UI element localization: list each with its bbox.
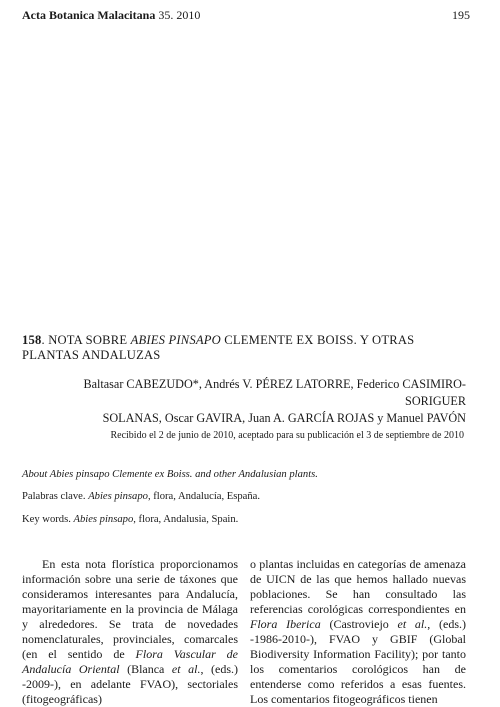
authors-line-1: Baltasar CABEZUDO*, Andrés V. PÉREZ LATORRE, Federico CASIMIRO-SORIGUER <box>83 377 466 408</box>
running-header <box>22 8 200 23</box>
body-column-right <box>250 557 466 707</box>
body-right-text-1: o plantas incluidas en categorías de amenaza de UICN de las que hemos hallado nuevas poblaciones. Se han consultado las referencias corológicas correspondientes en <box>250 557 466 616</box>
keywords-spanish <box>22 491 260 502</box>
keywords-es-species: Abies pinsapo <box>88 491 148 502</box>
body-left-text-1: En esta nota florística proporcionamos información sobre una serie de táxones que consideramos interesantes para Andalucía, mayoritariamente en la provincia de Málaga y alrededores. Se trata de novedades nomenclaturales, provinciales, comarcales (en el sentido de <box>22 557 238 661</box>
authors-line-2: SOLANAS, Oscar GAVIRA, Juan A. GARCÍA ROJAS y Manuel PAVÓN <box>102 411 466 425</box>
body-left-text-3: , (eds.) -2009-), en adelante FVAO), sectoriales (fitogeográficas) <box>22 662 238 706</box>
body-paragraph-continued <box>250 557 466 707</box>
keywords-en-label: Key words. <box>22 514 74 525</box>
keywords-english <box>22 514 238 525</box>
body-right-italic-2: et al. <box>397 617 428 631</box>
body-column-left <box>22 557 238 707</box>
author-list <box>40 376 466 427</box>
body-right-text-3: , (eds.) -1986-2010-), FVAO y GBIF (Global Biodiversity Information Facility); por tanto los comentarios corológicos han de entenderse como referidos a esas fuentes. Los comentarios fitogeográficos tienen <box>250 617 466 706</box>
body-left-italic-2: et al. <box>171 662 201 676</box>
title-species: ABIES PINSAPO <box>130 333 221 347</box>
body-right-text-2: (Castroviejo <box>320 617 398 631</box>
keywords-en-rest: , flora, Andalusia, Spain. <box>133 514 239 525</box>
body-right-italic-1: Flora Iberica <box>250 617 321 631</box>
note-number: 158 <box>22 333 42 347</box>
body-left-text-2: (Blanca <box>119 662 172 676</box>
title-text-b: CLEMENTE EX BOISS. Y OTRAS PLANTAS ANDALUZAS <box>22 333 415 362</box>
body-paragraph <box>22 557 238 707</box>
journal-name: Acta Botanica Malacitana <box>22 8 156 22</box>
keywords-en-species: Abies pinsapo <box>73 514 134 525</box>
page-number: 195 <box>452 8 470 22</box>
english-title: About Abies pinsapo Clemente ex Boiss. and other Andalusian plants. <box>22 469 318 480</box>
body-left-italic-1: Flora Vascular de Andalucía Oriental <box>22 647 238 676</box>
keywords-es-rest: , flora, Andalucía, España. <box>147 491 261 502</box>
keywords-es-label: Palabras clave. <box>22 491 89 502</box>
volume-year: 35. 2010 <box>158 8 201 22</box>
title-text-a: . NOTA SOBRE <box>41 333 131 347</box>
article-title <box>22 333 470 363</box>
received-date: Recibido el 2 de junio de 2010, aceptado para su publicación el 3 de septiembre de 2010 <box>110 430 464 441</box>
